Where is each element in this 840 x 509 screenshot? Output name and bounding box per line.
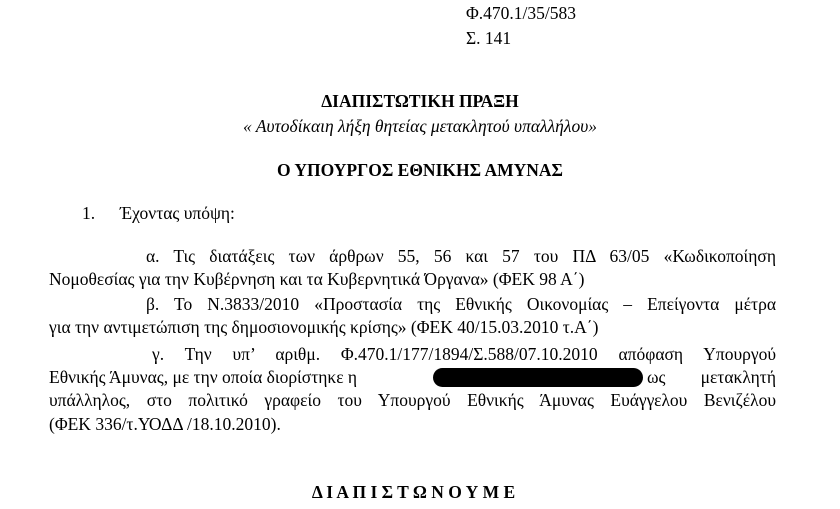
section-number: 1. — [82, 203, 96, 223]
item-c-line-3: υπάλληλος, στο πολιτικό γραφείο του Υπουργού Εθνικής Άμυνας Ευάγγελου Βενιζέλου — [49, 390, 776, 410]
authority-heading: Ο ΥΠΟΥΡΓΟΣ ΕΘΝΙΚΗΣ ΑΜΥΝΑΣ — [277, 160, 563, 180]
closing-heading: Δ Ι Α Π Ι Σ Τ Ω Ν Ο Υ Μ Ε — [311, 482, 516, 502]
document-subtitle: « Αυτοδίκαιη λήξη θητείας μετακλητού υπαλλήλου» — [243, 116, 597, 136]
item-c-line-4: (ΦΕΚ 336/τ.ΥΟΔΔ /18.10.2010). — [49, 414, 281, 434]
item-c-line-2-end: ως μετακλητή — [647, 367, 776, 387]
item-b-line-2: για την αντιμετώπιση της δημοσιονομικής κρίσης» (ΦΕΚ 40/15.03.2010 τ.Α΄) — [49, 317, 599, 337]
sigma-number: Σ. 141 — [466, 28, 512, 48]
item-b-line-1: β. Το Ν.3833/2010 «Προστασία της Εθνικής Οικονομίας – Επείγοντα μέτρα — [146, 294, 776, 314]
document-title: ΔΙΑΠΙΣΤΩΤΙΚΗ ΠΡΑΞΗ — [321, 91, 519, 111]
item-c-line-1: γ. Την υπ’ αριθμ. Φ.470.1/177/1894/Σ.588/07.10.2010 απόφαση Υπουργού — [152, 344, 776, 364]
reference-number: Φ.470.1/35/583 — [466, 3, 577, 23]
item-c-line-2-start: Εθνικής Άμυνας, με την οποία διορίστηκε η — [49, 367, 358, 387]
section-heading: Έχοντας υπόψη: — [120, 203, 235, 223]
redaction-block — [433, 368, 643, 389]
item-a-line-2: Νομοθεσίας για την Κυβέρνηση και τα Κυβερνητικά Όργανα» (ΦΕΚ 98 Α΄) — [49, 269, 585, 289]
item-a-line-1: α. Τις διατάξεις των άρθρων 55, 56 και 57 του ΠΔ 63/05 «Κωδικοποίηση — [146, 246, 776, 266]
